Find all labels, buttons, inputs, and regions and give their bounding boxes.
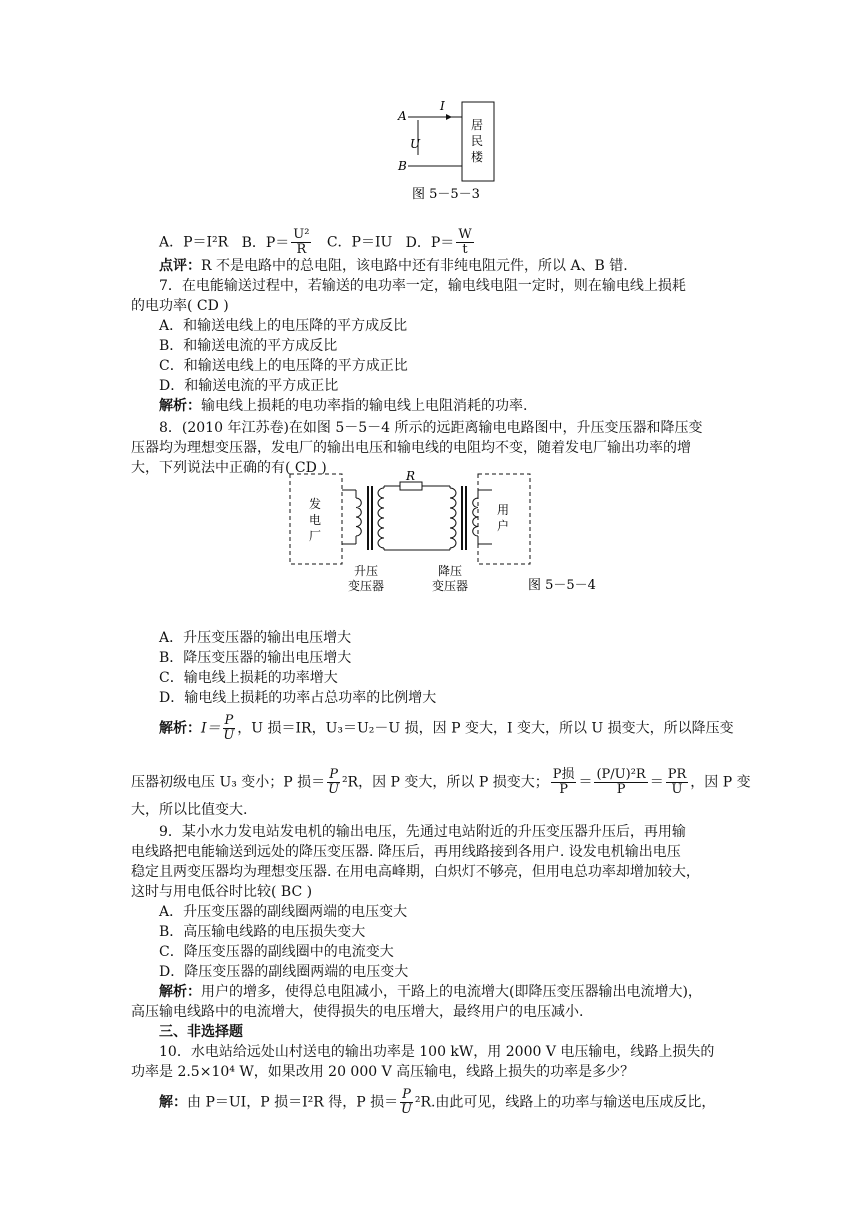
q6-option-c: C．P＝IU bbox=[326, 234, 393, 251]
figure-caption: 图 5－5－3 bbox=[412, 187, 480, 202]
label-A: A bbox=[398, 109, 407, 123]
q9-analysis-2: 高压输电线路中的电流增大，使得损失的电压增大，最终用户的电压减小. bbox=[131, 1004, 584, 1020]
plant-char-1: 发 bbox=[309, 497, 322, 511]
q9-stem-4: 这时与用电低谷时比较( BC ) bbox=[131, 884, 313, 900]
q7-option-c: C．和输送电线上的电压降的平方成正比 bbox=[159, 358, 408, 374]
q7-stem-1: 7．在电能输送过程中，若输送的电功率一定，输电线电阻一定时，则在输电线上损耗 bbox=[159, 278, 686, 294]
figure-5-5-4 bbox=[288, 470, 608, 594]
q8-stem-3: 大，下列说法中正确的有( CD ) bbox=[131, 460, 327, 476]
q7-option-b: B．和输送电流的平方成反比 bbox=[159, 338, 338, 354]
q9-stem-2: 电线路把电能输送到远处的降压变压器. 降压后，再用线路接到各用户. 设发电机输出电压 bbox=[131, 844, 681, 860]
q6-option-b: B．P＝ $\frac{\text{U²}}{R}$ bbox=[241, 227, 310, 257]
q9-option-a: A．升压变压器的副线圈两端的电压变大 bbox=[159, 904, 408, 920]
box-char-1: 居 bbox=[471, 118, 484, 132]
q8-option-c: C．输电线上损耗的功率增大 bbox=[159, 670, 338, 686]
q10-analysis: 解：由 P＝UI，P 损＝I²R 得，P 损＝ $\frac{P}{U}$ ²R.由此可见，线路上的功率与输送电压成反比， bbox=[159, 1087, 716, 1117]
q9-option-d: D．降压变压器的副线圈两端的电压变大 bbox=[159, 964, 409, 980]
q6-comment: 点评：R 不是电路中的总电阻，该电路中还有非纯电阻元件，所以 A、B 错. bbox=[159, 258, 628, 274]
q7-option-a: A．和输送电线上的电压降的平方成反比 bbox=[159, 318, 408, 334]
plant-char-3: 厂 bbox=[309, 529, 322, 543]
q7-stem-2: 的电功率( CD ) bbox=[131, 298, 229, 314]
box-char-2: 民 bbox=[471, 134, 484, 148]
step-down-label-1: 降压 bbox=[438, 564, 463, 578]
resistor-label: R bbox=[406, 470, 416, 483]
q8-option-a: A．升压变压器的输出电压增大 bbox=[159, 630, 352, 646]
q8-stem-1: 8．(2010 年江苏卷)在如图 5－5－4 所示的远距离输电电路图中，升压变压器和降压变 bbox=[159, 420, 703, 436]
q8-analysis-1: 解析：I＝ $\frac{P}{U}$ ，U 损＝IR，U₃＝U₂－U 损，因 P 变大，I 变大，所以 U 损变大，所以降压变 bbox=[159, 713, 734, 743]
q6-option-a: A．P＝I²R bbox=[159, 234, 229, 251]
step-up-label-1: 升压 bbox=[354, 564, 379, 578]
q7-option-d: D．和输送电流的平方成正比 bbox=[159, 378, 339, 394]
user-char-1: 用 bbox=[497, 503, 510, 517]
q10-stem-1: 10．水电站给远处山村送电的输出功率是 100 kW，用 2000 V 电压输电，线路上损失的 bbox=[159, 1044, 715, 1060]
plant-char-2: 电 bbox=[309, 513, 322, 527]
figure-caption: 图 5－5－4 bbox=[528, 578, 596, 593]
step-up-label-2: 变压器 bbox=[348, 579, 385, 593]
label-B: B bbox=[398, 159, 407, 173]
box-char-3: 楼 bbox=[471, 150, 484, 164]
figure-5-5-3 bbox=[390, 98, 510, 204]
label-U: U bbox=[410, 137, 421, 151]
q8-option-b: B．降压变压器的输出电压增大 bbox=[159, 650, 352, 666]
q8-stem-2: 压器均为理想变压器，发电厂的输出电压和输电线的电阻均不变，随着发电厂输出功率的增 bbox=[131, 440, 691, 456]
step-down-label-2: 变压器 bbox=[432, 579, 469, 593]
q10-stem-2: 功率是 2.5×10⁴ W，如果改用 20 000 V 高压输电，线路上损失的功率是多少？ bbox=[131, 1064, 635, 1080]
section-heading: 三、非选择题 bbox=[159, 1024, 243, 1040]
q7-analysis: 解析：输电线上损耗的电功率指的输电线上电阻消耗的功率. bbox=[159, 398, 528, 414]
q9-stem-3: 稳定且两变压器均为理想变压器. 在用电高峰期，白炽灯不够亮，但用电总功率却增加较大， bbox=[131, 864, 700, 880]
q6-option-d: D．P＝ $\frac{W}{t}$ bbox=[405, 227, 472, 257]
q9-analysis-1: 解析：用户的增多，使得总电阻减小，干路上的电流增大(即降压变压器输出电流增大)， bbox=[159, 984, 702, 1000]
q8-option-d: D．输电线上损耗的功率占总功率的比例增大 bbox=[159, 690, 437, 706]
q8-analysis-3: 大，所以比值变大. bbox=[131, 802, 248, 818]
user-char-2: 户 bbox=[497, 519, 510, 533]
q9-option-b: B．高压输电线路的电压损失变大 bbox=[159, 924, 366, 940]
q9-stem-1: 9．某小水力发电站发电机的输出电压，先通过电站附近的升压变压器升压后，再用输 bbox=[159, 824, 686, 840]
resistor bbox=[400, 482, 422, 490]
q6-options bbox=[159, 228, 476, 257]
label-I: I bbox=[440, 99, 445, 113]
q8-analysis-2: 压器初级电压 U₃ 变小；P 损＝ $\frac{P}{U}$ ²R，因 P 变大，所以 P 损变大； P损 P ＝ $\frac{\text{(P/U)²R}}{P}$ ＝ $\frac{PR}{U}$ ，因 P 变 bbox=[131, 767, 751, 797]
q9-option-c: C．降压变压器的副线圈中的电流变大 bbox=[159, 944, 394, 960]
